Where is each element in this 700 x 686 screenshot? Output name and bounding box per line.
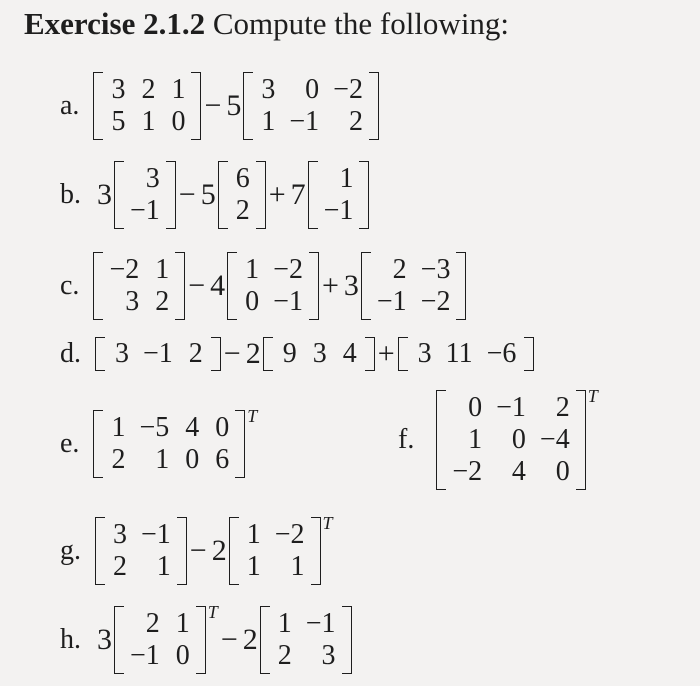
matrix-entry: 3 [115, 338, 129, 369]
problem-a [60, 72, 379, 140]
right-bracket [235, 410, 245, 478]
matrix-entries [228, 161, 256, 229]
matrix-entries [105, 517, 177, 585]
matrix-c-3 [361, 252, 467, 320]
right-bracket [359, 161, 369, 229]
matrix-entry: −2 [273, 254, 303, 285]
matrix-entries [273, 337, 365, 371]
operator: − [178, 178, 196, 211]
matrix-entry: −1 [289, 106, 320, 137]
matrix-entry: 3 [125, 286, 140, 317]
matrix-entry: −1 [130, 640, 160, 671]
matrix-entries [103, 72, 191, 140]
scalar: 2 [211, 534, 227, 567]
left-bracket [308, 161, 318, 229]
matrix-entries [408, 337, 525, 371]
right-bracket [177, 517, 187, 585]
matrix-entry: 5 [111, 106, 126, 137]
right-bracket [309, 252, 319, 320]
matrix-entries [105, 337, 211, 371]
matrix-a-1 [93, 72, 201, 140]
problem-e [60, 406, 258, 478]
transpose-superscript: T [322, 513, 333, 533]
matrix-entry: −6 [486, 338, 517, 369]
right-bracket [166, 161, 176, 229]
matrix-entry: 2 [555, 392, 570, 423]
matrix-b-1 [114, 161, 176, 229]
matrix-entry: 4 [511, 456, 526, 487]
left-bracket [229, 517, 239, 585]
matrix-entry: −1 [130, 195, 160, 226]
matrix-entry: 3 [312, 338, 327, 369]
matrix-entries [446, 390, 575, 490]
matrix-entry: 6 [215, 444, 230, 475]
matrix-entry: 1 [175, 608, 190, 639]
left-bracket [93, 72, 103, 140]
operator: − [204, 89, 222, 122]
right-bracket [576, 390, 586, 490]
matrix-entry: 0 [171, 106, 186, 137]
matrix-entry: 6 [235, 163, 250, 194]
right-bracket [256, 161, 266, 229]
matrix-entries [318, 161, 360, 229]
label-f: f. [398, 424, 415, 455]
matrix-entry: −2 [452, 456, 483, 487]
matrix-entry: 1 [171, 74, 186, 105]
matrix-entry: 1 [246, 519, 261, 550]
matrix-entry: −1 [273, 286, 303, 317]
left-bracket [114, 161, 124, 229]
matrix-c-1 [93, 252, 185, 320]
right-bracket [191, 72, 201, 140]
left-bracket [436, 390, 446, 490]
label-h: h. [60, 624, 81, 655]
matrix-entry: −1 [141, 519, 171, 550]
matrix-entry: −2 [109, 254, 140, 285]
matrix-entry: 0 [511, 424, 526, 455]
matrix-entry: 0 [245, 286, 260, 317]
scalar: 3 [343, 269, 359, 302]
matrix-entry: −1 [323, 195, 354, 226]
matrix-entry: 4 [342, 338, 357, 369]
left-bracket [361, 252, 371, 320]
matrix-b-3 [308, 161, 370, 229]
right-bracket [196, 606, 206, 674]
matrix-entry: 2 [113, 551, 127, 582]
right-bracket [311, 517, 321, 585]
matrix-entries [103, 410, 235, 478]
matrix-entry: 4 [185, 412, 200, 443]
label-g: g. [60, 535, 81, 566]
matrix-entry: −2 [420, 286, 451, 317]
problem-h [60, 602, 352, 674]
problem-g [60, 513, 333, 585]
right-bracket [211, 337, 221, 371]
matrix-entry: 2 [348, 106, 363, 137]
matrix-entry: 2 [141, 74, 156, 105]
matrix-entry: 1 [156, 551, 171, 582]
matrix-entry: 0 [215, 412, 230, 443]
matrix-entry: 1 [141, 106, 156, 137]
matrix-entry: 1 [261, 106, 276, 137]
matrix-entry: 0 [305, 74, 320, 105]
left-bracket [398, 337, 408, 371]
matrix-entry: 2 [392, 254, 407, 285]
matrix-entry: −1 [305, 608, 336, 639]
label-e: e. [60, 428, 80, 459]
matrix-entry: 2 [188, 338, 203, 369]
operator: − [223, 337, 241, 370]
right-bracket [456, 252, 466, 320]
matrix-entries [237, 252, 309, 320]
matrix-entry: 9 [282, 338, 297, 369]
matrix-entry: −2 [333, 74, 363, 105]
matrix-a-2 [243, 72, 379, 140]
operator: − [189, 534, 207, 567]
right-bracket [342, 606, 352, 674]
matrix-entry: 3 [261, 74, 276, 105]
right-bracket [365, 337, 375, 371]
matrix-entry: 1 [339, 163, 354, 194]
matrix-entry: 3 [113, 519, 127, 550]
operator: − [220, 623, 238, 656]
left-bracket [95, 517, 105, 585]
right-bracket [524, 337, 534, 371]
exercise-title [24, 6, 509, 42]
matrix-entries [270, 606, 342, 674]
matrix-entry: −3 [420, 254, 451, 285]
transpose-superscript: T [207, 602, 218, 622]
matrix-entry: −1 [496, 392, 526, 423]
matrix-entries [239, 517, 311, 585]
left-bracket [95, 337, 105, 371]
right-bracket [175, 252, 185, 320]
problem-b [60, 161, 369, 229]
matrix-entry: 3 [145, 163, 160, 194]
matrix-b-2 [218, 161, 266, 229]
matrix-entry: −4 [539, 424, 570, 455]
matrix-entry: −1 [376, 286, 407, 317]
matrix-entry: 3 [417, 338, 432, 369]
problem-d [60, 337, 534, 371]
matrix-entry: 0 [175, 640, 190, 671]
operator: + [268, 178, 286, 211]
matrix-c-2 [227, 252, 319, 320]
left-bracket [114, 606, 124, 674]
matrix-entry: 3 [321, 640, 336, 671]
exercise-number: Exercise 2.1.2 [24, 6, 206, 41]
matrix-entry: 1 [245, 254, 260, 285]
matrix-entry: 0 [185, 444, 200, 475]
matrix-entry: 0 [468, 392, 483, 423]
operator: + [321, 269, 339, 302]
matrix-g-2 [229, 517, 321, 585]
scalar: 7 [290, 178, 306, 211]
left-bracket [263, 337, 273, 371]
matrix-entries [371, 252, 457, 320]
matrix-h-2 [260, 606, 352, 674]
operator: + [377, 337, 395, 370]
matrix-entry: 2 [145, 608, 160, 639]
scalar: 3 [97, 623, 112, 656]
scalar: 3 [97, 178, 112, 211]
left-bracket [93, 252, 103, 320]
label-d: d. [60, 338, 81, 369]
matrix-entry: 11 [445, 338, 473, 369]
matrix-entries [253, 72, 369, 140]
operator: − [188, 269, 206, 302]
matrix-entry: 2 [155, 286, 170, 317]
scalar: 2 [242, 623, 258, 656]
matrix-e-1 [93, 410, 245, 478]
matrix-g-1 [95, 517, 187, 585]
right-bracket [369, 72, 379, 140]
matrix-entry: 0 [555, 456, 570, 487]
matrix-entry: −5 [139, 412, 170, 443]
scalar: 4 [210, 269, 226, 302]
matrix-f-1 [436, 390, 585, 490]
matrix-h-1 [114, 606, 206, 674]
left-bracket [243, 72, 253, 140]
exercise-instruction: Compute the following: [212, 6, 510, 41]
transpose-superscript: T [247, 406, 258, 426]
problem-c [60, 252, 466, 320]
left-bracket [227, 252, 237, 320]
matrix-entry: 1 [246, 551, 261, 582]
matrix-entry: 1 [155, 444, 170, 475]
scalar: 5 [226, 89, 242, 122]
matrix-entry: −1 [143, 338, 173, 369]
transpose-superscript: T [587, 386, 598, 406]
matrix-entries [103, 252, 175, 320]
row-vector-d-3 [398, 337, 535, 371]
left-bracket [218, 161, 228, 229]
matrix-entries [124, 161, 166, 229]
matrix-entry: −2 [274, 519, 305, 550]
scalar: 5 [200, 178, 216, 211]
matrix-entries [124, 606, 196, 674]
label-a: a. [60, 90, 80, 121]
row-vector-d-2 [263, 337, 375, 371]
matrix-entry: 3 [111, 74, 126, 105]
row-vector-d-1 [95, 337, 221, 371]
matrix-entry: 1 [155, 254, 170, 285]
matrix-entry: 1 [277, 608, 292, 639]
label-c: c. [60, 270, 80, 301]
problem-f [398, 386, 598, 490]
matrix-entry: 1 [468, 424, 483, 455]
left-bracket [93, 410, 103, 478]
label-b: b. [60, 179, 81, 210]
matrix-entry: 2 [111, 444, 126, 475]
matrix-entry: 1 [290, 551, 305, 582]
matrix-entry: 1 [111, 412, 126, 443]
matrix-entry: 2 [235, 195, 250, 226]
left-bracket [260, 606, 270, 674]
matrix-entry: 2 [277, 640, 292, 671]
scalar: 2 [245, 337, 261, 370]
